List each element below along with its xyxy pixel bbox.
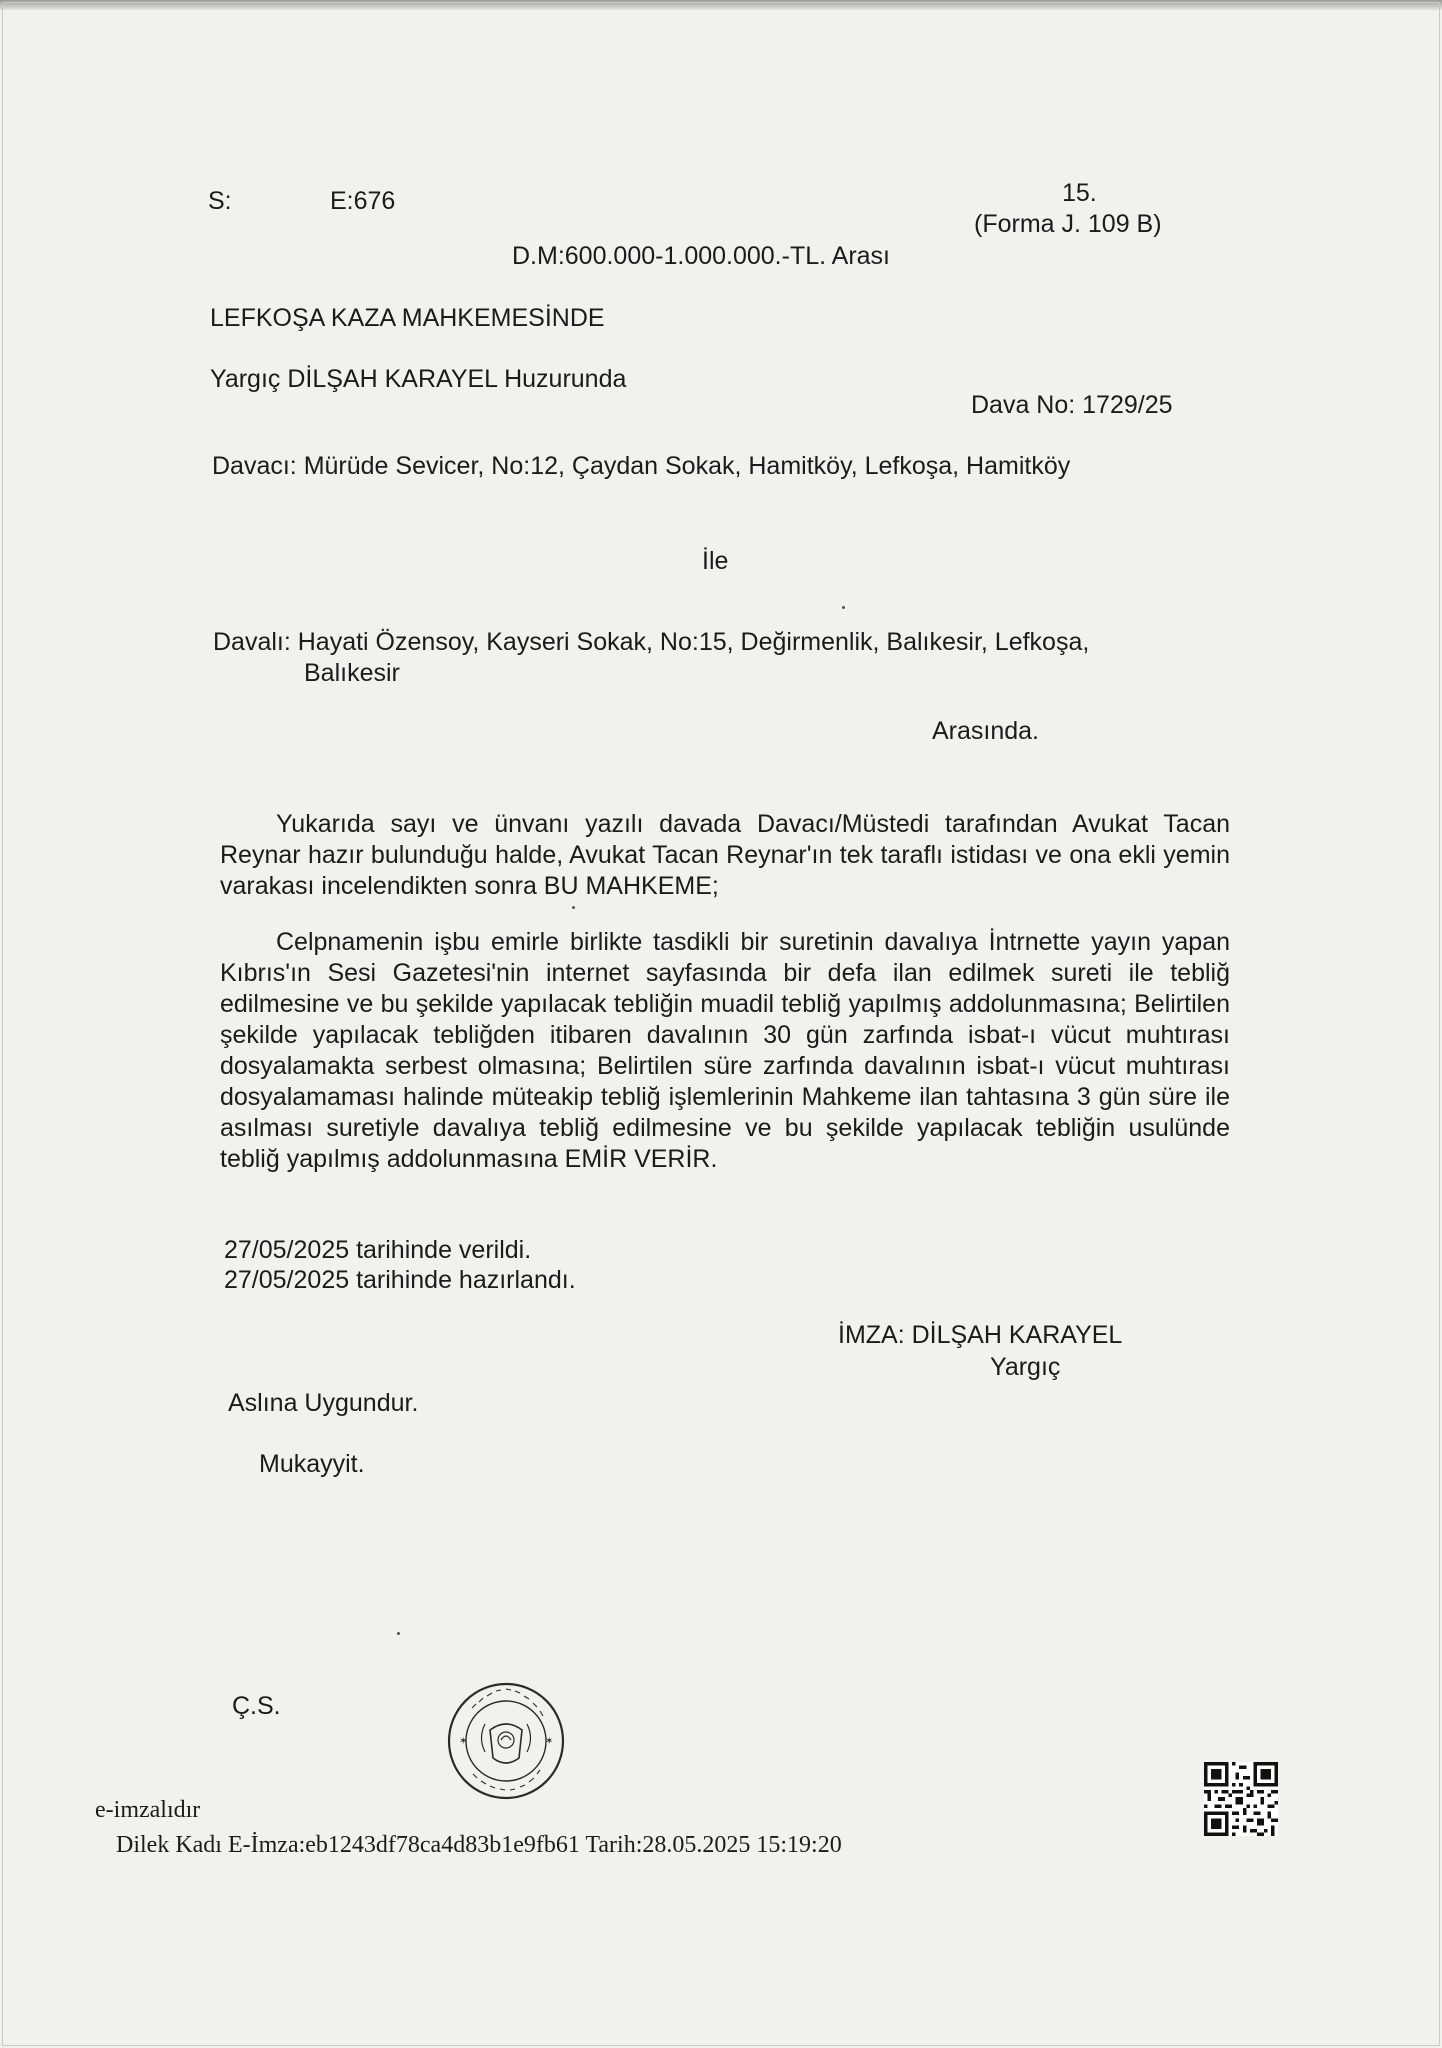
defendant-line-2: Balıkesir [304,659,400,687]
esigned-label: e-imzalıdır [95,1797,201,1823]
qr-code-icon [1204,1762,1278,1836]
court-name: LEFKOŞA KAZA MAHKEMESİNDE [210,304,605,332]
scan-speck [572,906,575,909]
defendant-line-1: Davalı: Hayati Özensoy, Kayseri Sokak, No:15, Değirmenlik, Balıkesir, Lefkoşa, [213,628,1090,656]
judge-line: Yargıç DİLŞAH KARAYEL Huzurunda [210,365,627,393]
scan-top-edge [0,0,1442,10]
plaintiff-line: Davacı: Mürüde Sevicer, No:12, Çaydan Sokak, Hamitköy, Lefkoşa, Hamitköy [212,452,1071,480]
svg-text:✶: ✶ [545,1736,554,1747]
date-given: 27/05/2025 tarihinde verildi. [224,1236,532,1264]
connector-ile: İle [702,547,729,575]
between-label: Arasında. [932,717,1040,745]
cs-label: Ç.S. [232,1692,281,1720]
dm-range: D.M:600.000-1.000.000.-TL. Arası [512,242,890,270]
page-number: 15. [1062,179,1097,207]
signature-title: Yargıç [990,1353,1061,1381]
esignature-line: Dilek Kadı E-İmza:eb1243df78ca4d83b1e9fb61 Tarih:28.05.2025 15:19:20 [116,1832,842,1858]
svg-text:✶: ✶ [459,1736,468,1747]
s-label: S: [208,187,232,215]
scan-speck [842,606,845,609]
signature-imza: İMZA: DİLŞAH KARAYEL [838,1321,1123,1349]
clerk-label: Mukayyit. [259,1450,365,1478]
scan-speck [397,1632,400,1635]
case-number: Dava No: 1729/25 [971,391,1173,419]
court-seal-icon [445,1680,567,1802]
certified-label: Aslına Uygundur. [228,1389,419,1417]
e-number: E:676 [330,187,396,215]
date-prepared: 27/05/2025 tarihinde hazırlandı. [224,1266,576,1294]
form-code: (Forma J. 109 B) [974,210,1162,238]
body-paragraph-1: Yukarıda sayı ve ünvanı yazılı davada Davacı/Müstedi tarafından Avukat Tacan Reynar hazır bulunduğu halde, Avukat Tacan Reynar'ın tek taraflı istidası ve ona ekli yemin varakası incelendikten sonra BU MAHKEME; [220,810,1230,900]
body-paragraph-2: Celpnamenin işbu emirle birlikte tasdikli bir suretinin davalıya İntrnette yayın yapan Kıbrıs'ın Sesi Gazetesi'nin internet sayfasında bir defa ilan edilmek sureti ile tebliğ edilmesine ve bu şekilde yapılacak tebliğin muadil tebliğ yapılmış addolunmasına; Belirtilen şekilde yapılacak tebliğden itibaren davalının 30 gün zarfında isbat-ı vücut muhtırası dosyalamakta serbest olmasına; Belirtilen süre zarfında davalının isbat-ı vücut muhtırası dosyalamaması halinde müteakip tebliğ işlemlerinin Mahkeme ilan tahtasına 3 gün süre ile asılması suretiyle davalıya tebliğ edilmesine ve bu şekilde yapılacak tebliğin usulünde tebliğ yapılmış addolunmasına EMİR VERİR. [220,928,1230,1173]
